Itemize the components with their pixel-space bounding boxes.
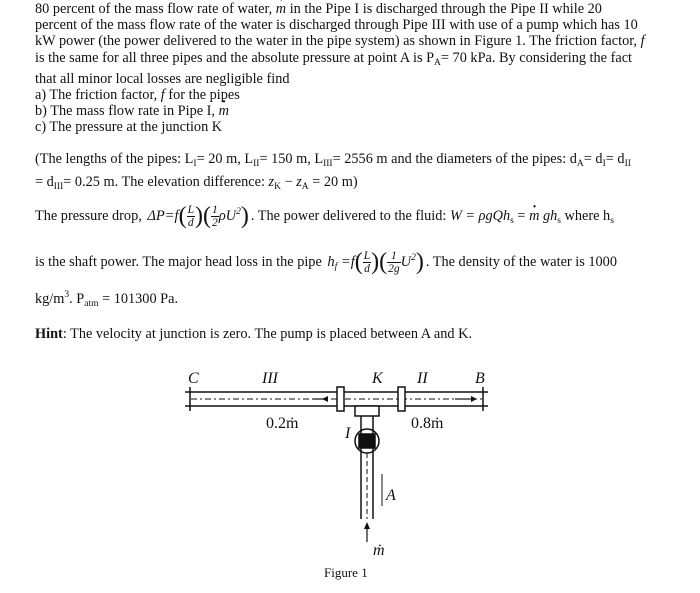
label-iii: III (262, 370, 278, 387)
pressure-drop-equation: ΔP=f( $\frac{L}{d}$ )( $\frac{1}{2}$ $\rho U^2$) (147, 203, 249, 229)
label-a: A (386, 487, 396, 504)
problem-line-4: is the same for all three pipes and the absolute pressure at point A is $P_A= 70$ kPa. By considering the fact (35, 49, 633, 68)
label-flow-right: 0.8ṁ (411, 415, 444, 432)
label-k: K (372, 370, 383, 387)
given-elevation-line: = $d_{III}= 0.25$ m. The elevation difference: $z_K - z_A = 20$ m) (35, 174, 358, 192)
flange-right (398, 387, 405, 411)
hint-line: Hint: The velocity at junction is zero. The pump is placed between A and K. (35, 326, 473, 342)
problem-line-2: percent of the mass flow rate of the water is discharged through Pipe III with use of a pump which has 10 (35, 17, 638, 34)
problem-line-1: 80 percent of the mass flow rate of water, m · in the Pipe I is discharged through the Pipe II while 20 (35, 1, 675, 17)
question-b: b) The mass flow rate in Pipe I, m · (35, 103, 675, 119)
label-b: B (475, 370, 485, 387)
head-loss-equation: $h_f =f$( $\frac{L}{d}$ )( $\frac{1}{2g}$ $U^2$) (327, 249, 424, 275)
junction-tee (355, 406, 379, 416)
head-loss-line: is the shaft power. The major head loss in the pipe $h_f =f$( $\frac{L}{d}$ )( $\frac{1}{2g}$ $U^2$) . The density of the water is 1000 (35, 249, 617, 275)
problem-line-3: kW power (the power delivered to the water in the pipe system) as shown in Figure 1. The friction factor, f (35, 33, 645, 50)
label-flow-left: 0.2ṁ (266, 415, 299, 432)
label-ii: II (417, 370, 428, 387)
given-lengths-line: (The lengths of the pipes: $L_I= 20$ m, $L_{II}= 150$ m, $L_{III}= 2556$ m and the diameters of the pipes: $d_A= d_I= d_{II}$ (35, 151, 631, 169)
label-c: C (188, 370, 199, 387)
label-i: I (345, 425, 351, 442)
density-line: $kg/m^3$. $P_{atm} = 101300$ Pa. (35, 290, 179, 309)
flange-left (337, 387, 344, 411)
problem-line-5: that all minor local losses are negligible find (35, 70, 290, 87)
flow-arrow-up (364, 522, 370, 529)
question-a: a) The friction factor, f for the pipes (35, 87, 240, 104)
flow-arrow-right (471, 396, 477, 402)
figure-caption: Figure 1 (324, 565, 368, 580)
label-flow-in: ṁ (373, 542, 385, 559)
pressure-drop-line: The pressure drop, ΔP=f( $\frac{L}{d}$ )( $\frac{1}{2}$ $\rho U^2$) . The power delivered to the fluid: $W = \rho gQh_s = m \cdot gh_s$ where $h_s$ (35, 203, 614, 230)
question-c: c) The pressure at the junction K (35, 119, 223, 136)
